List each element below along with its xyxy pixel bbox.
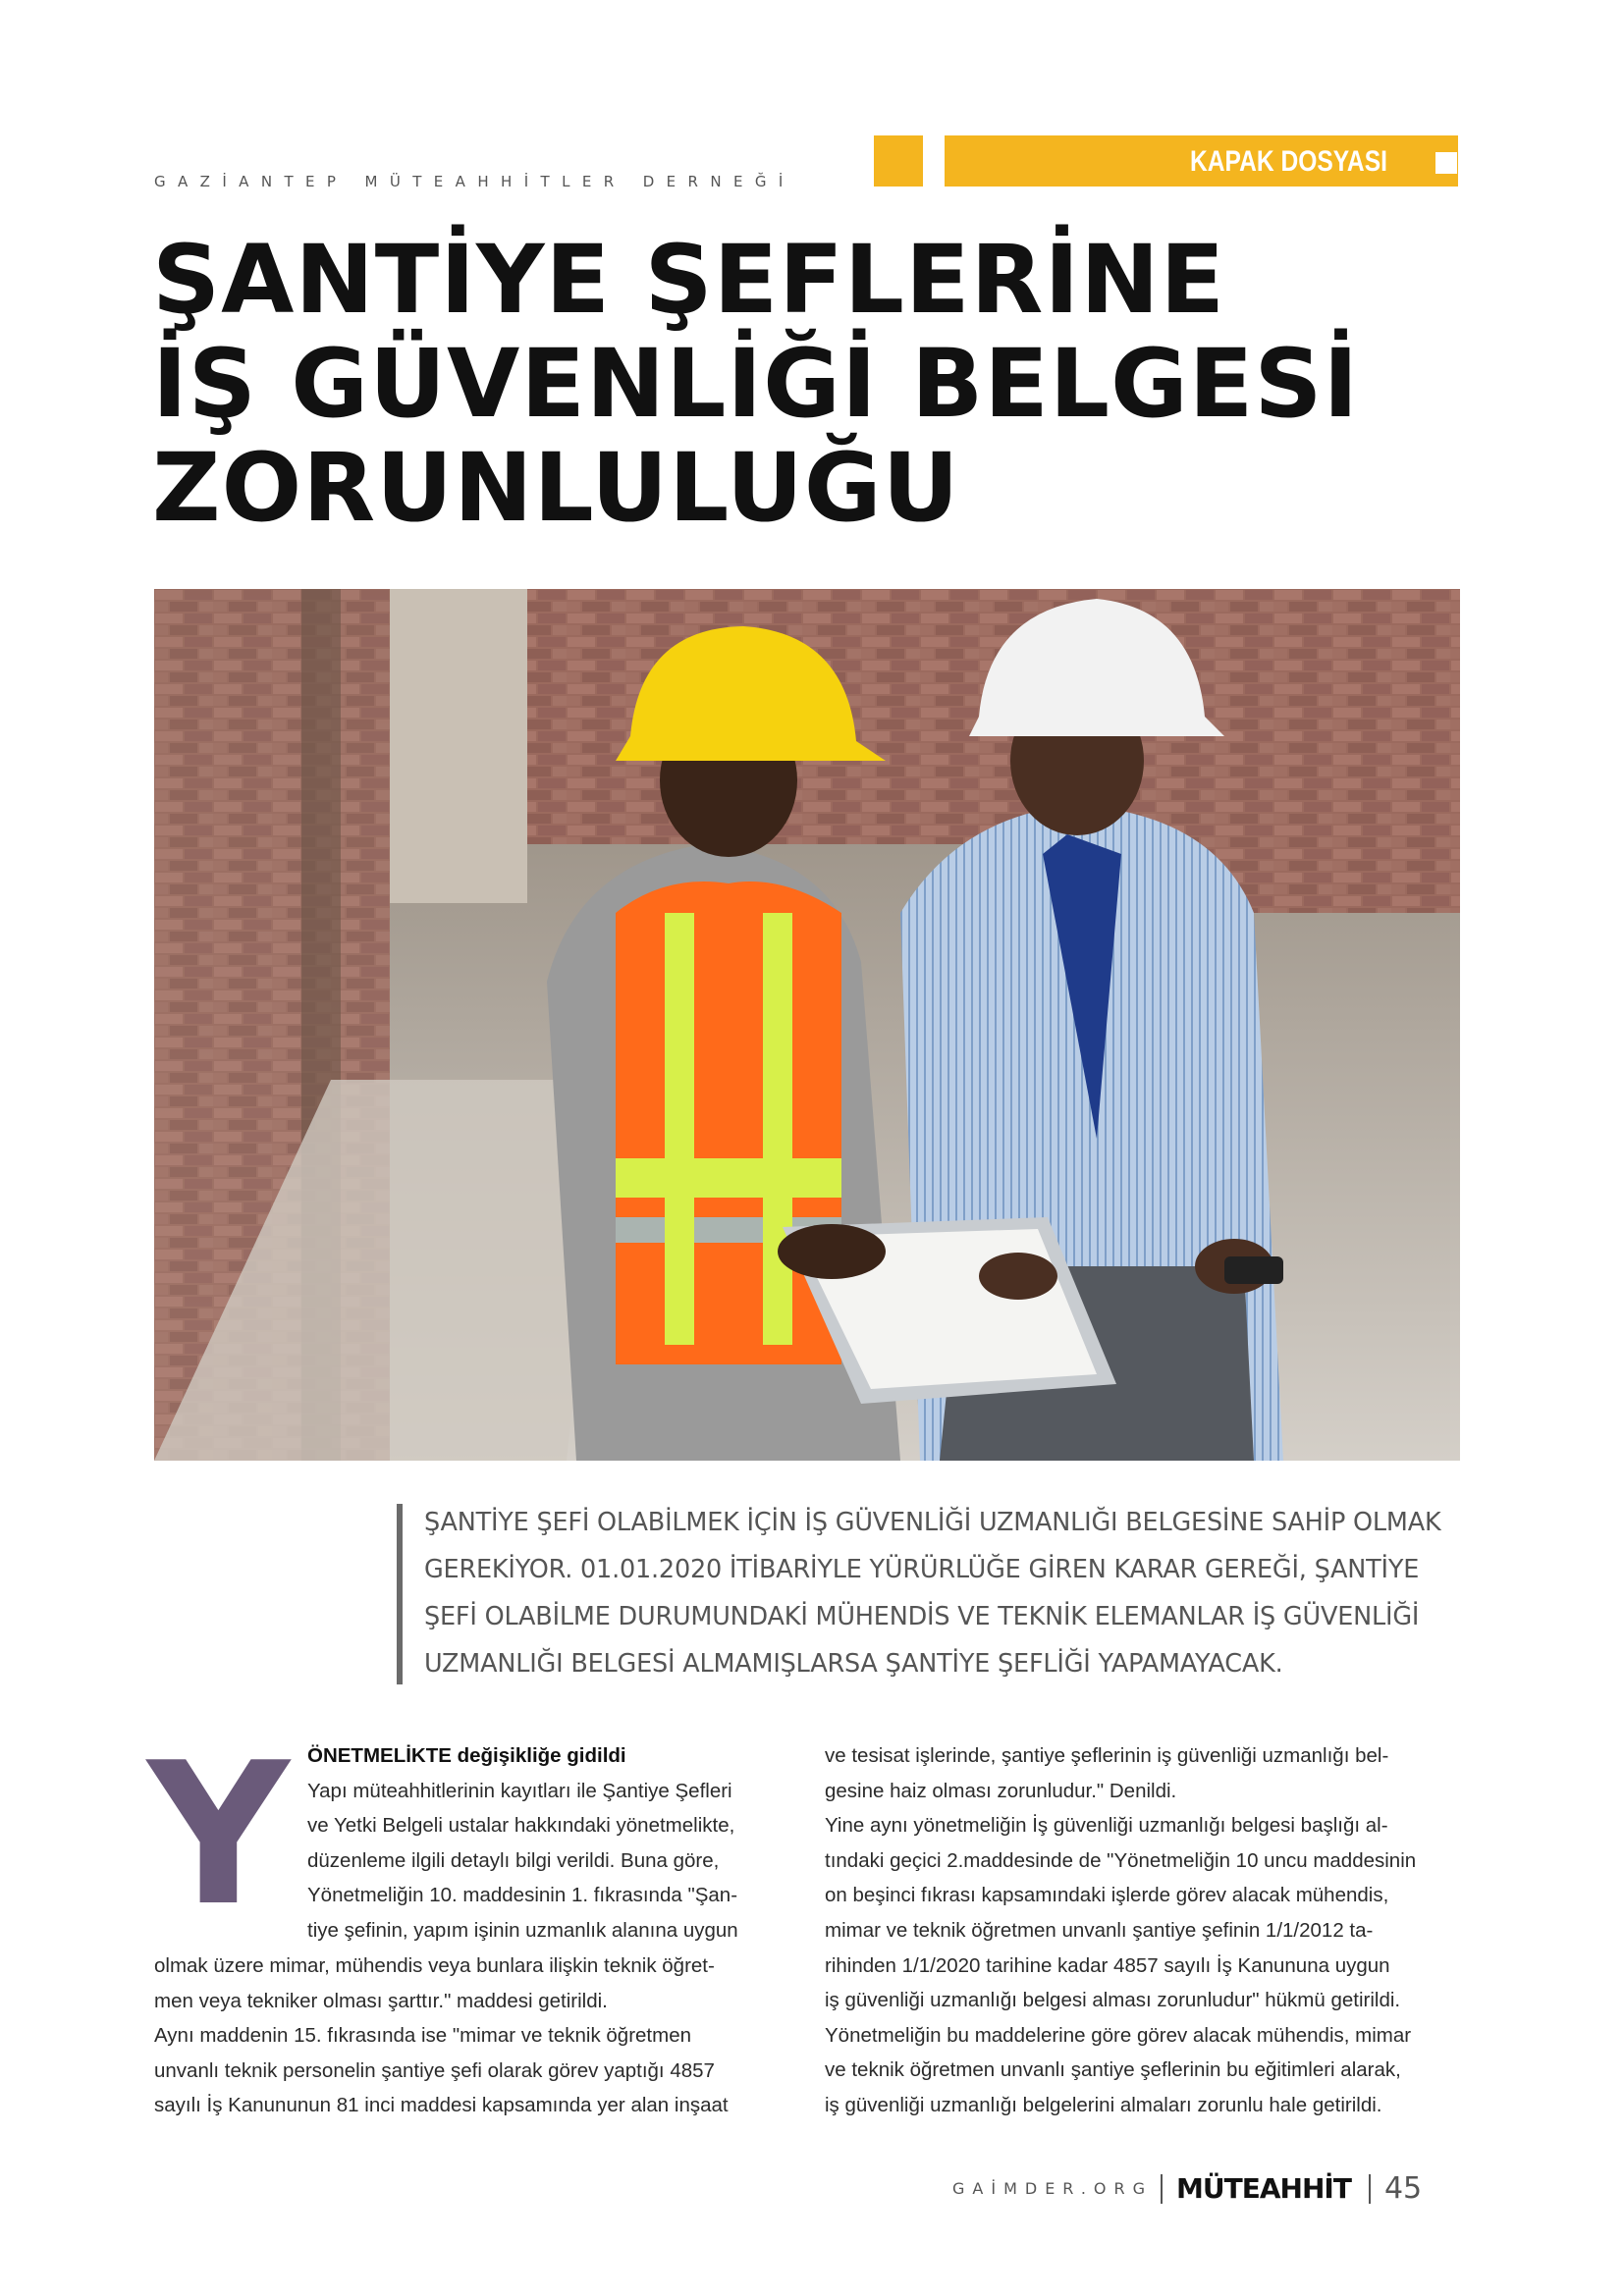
body-line: men veya tekniker olması şarttır." maddesi getirildi. [154, 1989, 608, 2012]
article-lead [424, 1499, 1470, 1687]
column-1-intro [307, 1738, 738, 1949]
body-line: düzenleme ilgili detaylı bilgi verildi. Buna göre, [307, 1848, 720, 1872]
section-label: KAPAK DOSYASI [1190, 145, 1387, 178]
construction-workers-illustration [154, 589, 1460, 1461]
body-line: on beşinci fıkrası kapsamındaki işlerde görev alacak mühendis, [825, 1884, 1389, 1907]
body-line: ve tesisat işlerinde, şantiye şeflerinin iş güvenliği uzmanlığı bel- [825, 1744, 1389, 1767]
body-line: rihinden 1/1/2020 tarihine kadar 4857 sayılı İş Kanununa uygun [825, 1953, 1390, 1977]
body-line: Yine aynı yönetmeliğin İş güvenliği uzmanlığı belgesi başlığı al- [825, 1814, 1388, 1838]
body-line: tiye şefinin, yapım işinin uzmanlık alanına uygun [307, 1918, 738, 1942]
title-line: ZORUNLULUĞU [152, 433, 960, 543]
lead-rule [397, 1504, 403, 1684]
body-line: sayılı İş Kanununun 81 inci maddesi kapsamında yer alan inşaat [154, 2094, 729, 2117]
subheading: ÖNETMELİKTE değişikliğe gidildi [307, 1744, 626, 1767]
lead-line: ŞEFİ OLABİLME DURUMUNDAKİ MÜHENDİS VE TEKNİK ELEMANLAR İŞ GÜVENLİĞİ [424, 1602, 1420, 1631]
body-line: Yönetmeliğin bu maddelerine göre görev alacak mühendis, mimar [825, 2023, 1412, 2047]
page-footer [952, 2171, 1422, 2206]
body-line: unvanlı teknik personelin şantiye şefi olarak görev yaptığı 4857 [154, 2058, 715, 2082]
article-photo [154, 589, 1460, 1461]
body-line: Yönetmeliğin 10. maddesinin 1. fıkrasında "Şan- [307, 1884, 738, 1907]
column-2-body [825, 1738, 1416, 2123]
body-line: ve teknik öğretmen unvanlı şantiye şeflerinin bu eğitimleri alarak, [825, 2058, 1401, 2082]
square-icon [1435, 152, 1457, 174]
footer-divider [1369, 2174, 1371, 2204]
body-line: Aynı maddenin 15. fıkrasında ise "mimar ve teknik öğretmen [154, 2024, 691, 2048]
body-line: iş güvenliği uzmanlığı belgesi alması zorunludur" hükmü getirildi. [825, 1989, 1401, 2012]
body-line: tındaki geçici 2.maddesinde de "Yönetmeliğin 10 uncu maddesinin [825, 1848, 1417, 1872]
footer-site-link[interactable]: GAİMDER.ORG [952, 2179, 1154, 2198]
body-line: olmak üzere mimar, mühendis veya bunlara ilişkin teknik öğret- [154, 1954, 715, 1977]
body-line: iş güvenliği uzmanlığı belgelerini almaları zorunlu hale getirildi. [825, 2093, 1382, 2116]
magazine-logo: MÜTEAHHİT [1176, 2172, 1351, 2205]
lead-line: UZMANLIĞI BELGESİ ALMAMIŞLARSA ŞANTİYE ŞEFLİĞİ YAPAMAYACAK. [424, 1649, 1283, 1679]
body-line: mimar ve teknik öğretmen unvanlı şantiye şefinin 1/1/2012 ta- [825, 1918, 1374, 1942]
title-line: İŞ GÜVENLİĞİ BELGESİ [152, 329, 1360, 439]
lead-line: ŞANTİYE ŞEFİ OLABİLMEK İÇİN İŞ GÜVENLİĞİ UZMANLIĞI BELGESİNE SAHİP OLMAK [424, 1508, 1441, 1537]
title-line: ŞANTİYE ŞEFLERİNE [152, 225, 1226, 335]
page-number: 45 [1383, 2171, 1423, 2206]
column-1-body [154, 1949, 729, 2123]
drop-cap: Y [147, 1721, 290, 1949]
body-line: ve Yetki Belgeli ustalar hakkındaki yönetmelikte, [307, 1814, 735, 1838]
accent-square [874, 135, 923, 187]
body-line: Yapı müteahhitlerinin kayıtları ile Şantiye Şefleri [307, 1779, 732, 1802]
association-name: GAZİANTEP MÜTEAHHİTLER DERNEĞİ [154, 173, 795, 190]
footer-divider [1161, 2174, 1163, 2204]
lead-line: GEREKİYOR. 01.01.2020 İTİBARİYLE YÜRÜRLÜĞE GİREN KARAR GEREĞİ, ŞANTİYE [424, 1555, 1420, 1584]
body-line: gesine haiz olması zorunludur." Denildi. [825, 1779, 1177, 1802]
article-title [152, 225, 1360, 543]
